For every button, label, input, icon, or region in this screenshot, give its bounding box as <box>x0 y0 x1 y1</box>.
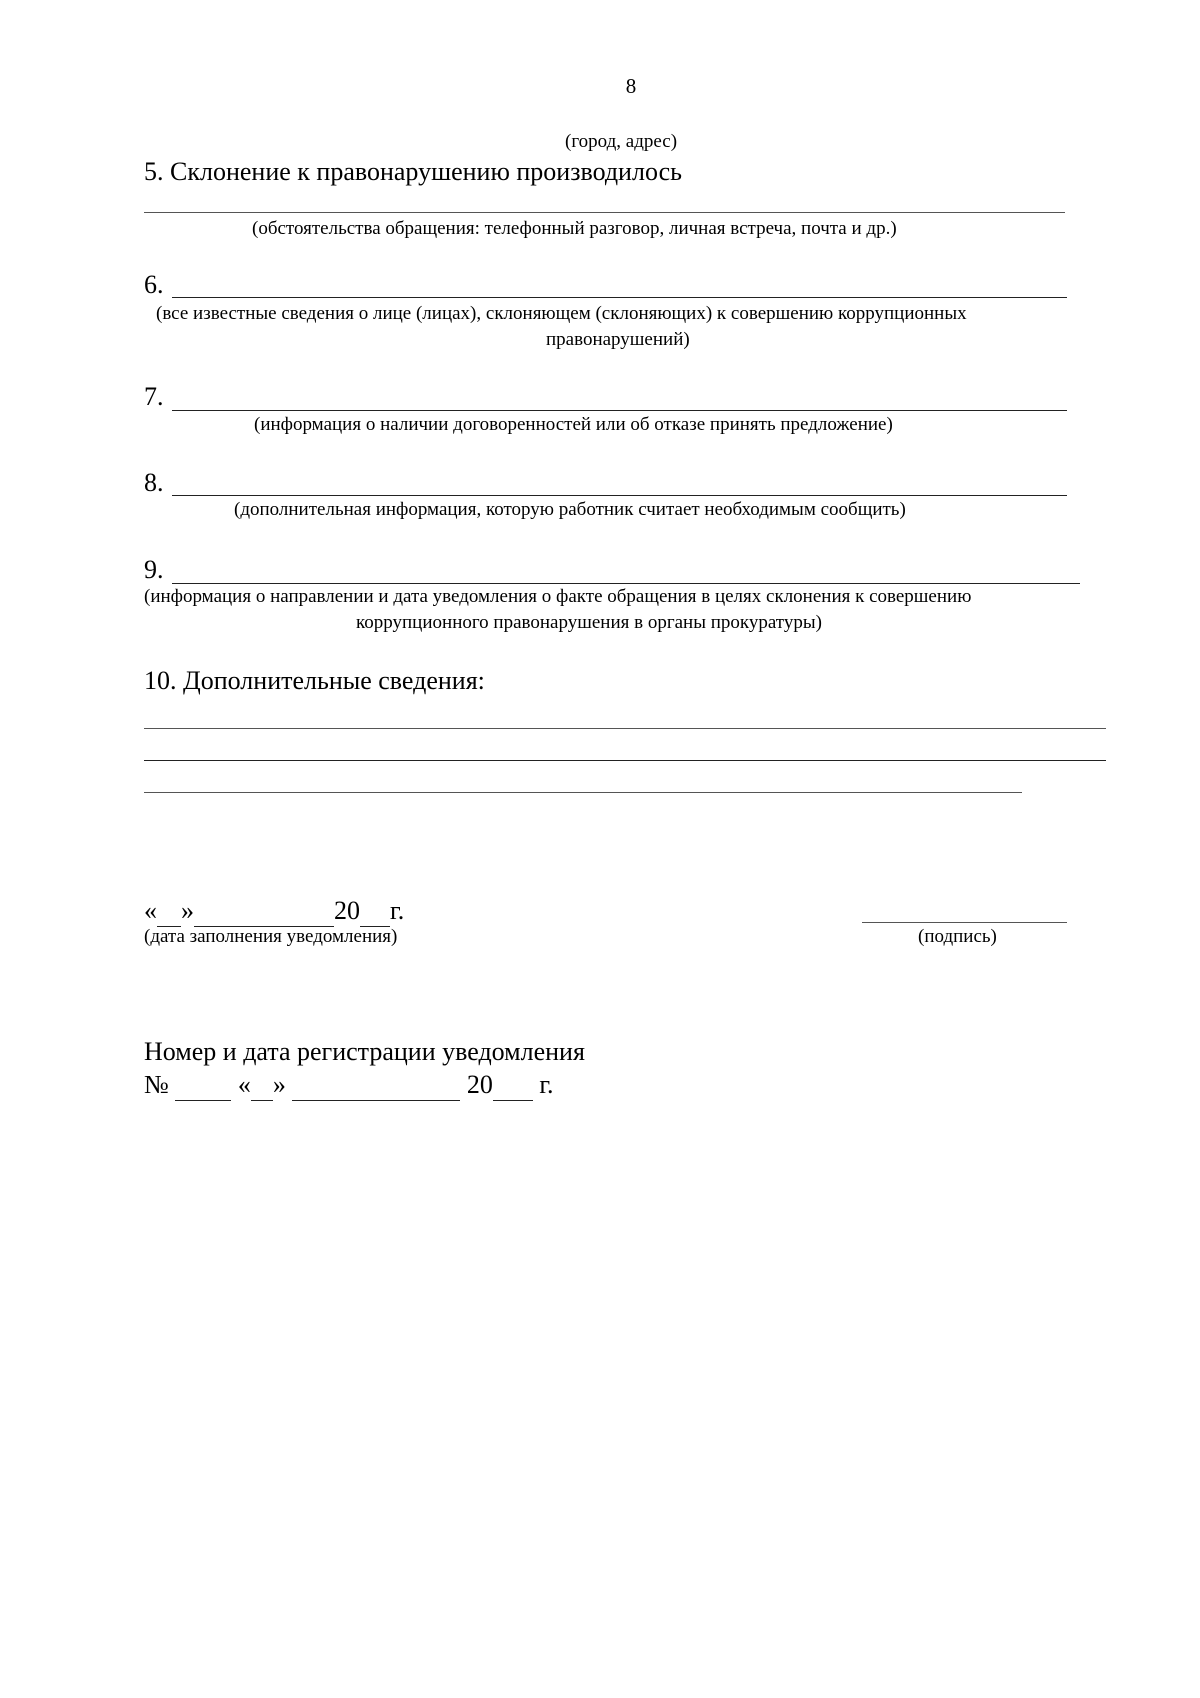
registration-open-quote: « <box>237 1070 251 1099</box>
item6-number: 6. <box>144 270 164 299</box>
date-year-blank[interactable] <box>360 896 390 927</box>
registration-year-prefix: 20 <box>466 1070 493 1099</box>
item9-caption-line2: коррупционного правонарушения в органы прокуратуры) <box>356 612 822 633</box>
item5-caption: (обстоятельства обращения: телефонный разговор, личная встреча, почта и др.) <box>252 218 897 239</box>
item10-fill-line-3[interactable] <box>144 792 1022 793</box>
city-address-caption: (город, адрес) <box>565 131 678 152</box>
item6-caption-line1: (все известные сведения о лице (лицах), склоняющем (склоняющих) к совершению коррупционных <box>156 303 967 324</box>
date-close-quote: » <box>181 896 194 925</box>
registration-number-sign: № <box>144 1070 169 1099</box>
item7-fill-line[interactable] <box>172 410 1067 411</box>
signature-line[interactable] <box>862 922 1067 923</box>
date-open-quote: « <box>144 896 157 925</box>
item6-caption-line2: правонарушений) <box>546 329 690 350</box>
item10-fill-line-2[interactable] <box>144 760 1106 761</box>
registration-number-date[interactable] <box>144 1070 554 1101</box>
item8-caption: (дополнительная информация, которую работник считает необходимым сообщить) <box>234 499 906 520</box>
registration-year-blank[interactable] <box>493 1070 533 1101</box>
registration-close-quote: » <box>272 1070 286 1099</box>
date-day-blank[interactable] <box>157 896 181 927</box>
item8-number: 8. <box>144 468 164 497</box>
registration-title: Номер и дата регистрации уведомления <box>144 1037 585 1066</box>
date-suffix: г. <box>390 896 405 925</box>
item9-fill-line[interactable] <box>172 583 1080 584</box>
registration-suffix: г. <box>539 1070 554 1099</box>
registration-month-blank[interactable] <box>292 1070 460 1101</box>
signature-caption: (подпись) <box>918 926 997 947</box>
item10-fill-line-1[interactable] <box>144 728 1106 729</box>
item9-caption-line1: (информация о направлении и дата уведомления о факте обращения в целях склонения к совершению <box>144 586 972 607</box>
item9-number: 9. <box>144 555 164 584</box>
item5-heading: 5. Склонение к правонарушению производилось <box>144 157 682 186</box>
item8-fill-line[interactable] <box>172 495 1067 496</box>
item7-number: 7. <box>144 382 164 411</box>
date-month-blank[interactable] <box>194 896 334 927</box>
date-caption: (дата заполнения уведомления) <box>144 926 398 947</box>
registration-number-blank[interactable] <box>175 1070 231 1101</box>
registration-day-blank[interactable] <box>251 1070 273 1101</box>
page-number: 8 <box>625 74 637 98</box>
item6-fill-line[interactable] <box>172 297 1067 298</box>
date-year-prefix: 20 <box>334 896 360 925</box>
date-field[interactable] <box>144 896 404 927</box>
item5-fill-line[interactable] <box>144 212 1065 213</box>
item10-heading: 10. Дополнительные сведения: <box>144 666 485 695</box>
item7-caption: (информация о наличии договоренностей или об отказе принять предложение) <box>254 414 893 435</box>
